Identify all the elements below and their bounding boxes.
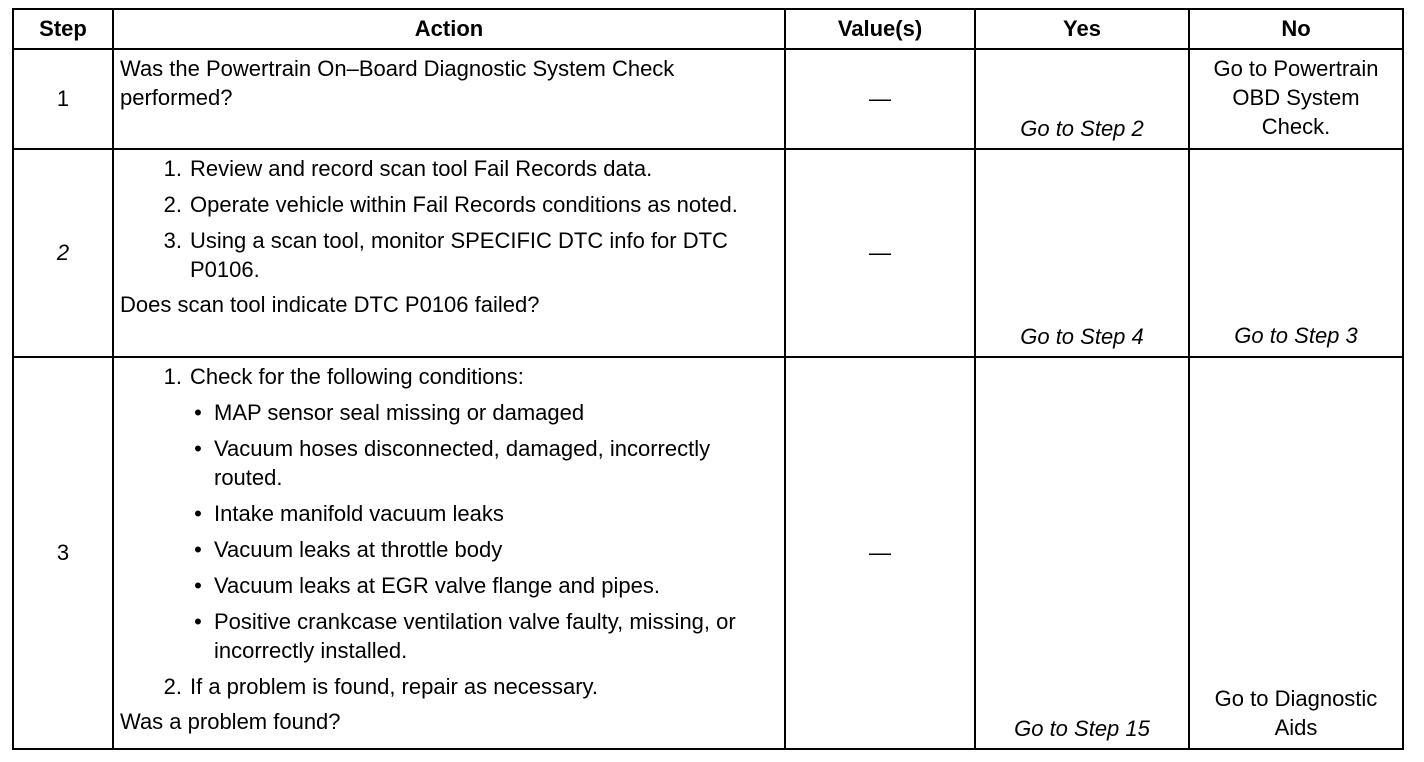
bullet-item: • MAP sensor seal missing or damaged — [194, 400, 585, 425]
no-cell: Go to Diagnostic Aids — [1189, 357, 1403, 749]
no-cell: Go to Step 3 — [1189, 149, 1403, 357]
table-row — [13, 49, 1403, 149]
action-question: Was a problem found? — [120, 709, 341, 734]
list-item: 2. Operate vehicle within Fail Records conditions as noted. — [163, 192, 738, 217]
action-cell — [113, 149, 785, 357]
action-question: Was the Powertrain On–Board Diagnostic System Check performed? — [120, 56, 675, 110]
yes-cell: Go to Step 2 — [975, 49, 1189, 149]
action-cell — [113, 357, 785, 749]
step-number: 3 — [13, 357, 113, 749]
list-item: 1. Review and record scan tool Fail Records data. — [163, 156, 653, 181]
list-item: 2. If a problem is found, repair as necessary. — [163, 674, 599, 699]
value-cell: — — [785, 357, 975, 749]
header-yes: Yes — [975, 9, 1189, 49]
list-item: 3. Using a scan tool, monitor SPECIFIC DTC info for DTC P0106. — [163, 228, 728, 282]
header-row — [13, 9, 1403, 49]
value-cell: — — [785, 49, 975, 149]
yes-cell: Go to Step 15 — [975, 357, 1189, 749]
bullet-item: • Vacuum leaks at EGR valve flange and pipes. — [194, 573, 660, 598]
bullet-item: • Positive crankcase ventilation valve faulty, missing, or incorrectly installed. — [194, 609, 736, 663]
header-values: Value(s) — [785, 9, 975, 49]
list-item: 1. Check for the following conditions: — [163, 364, 524, 389]
header-action: Action — [113, 9, 785, 49]
bullet-item: • Vacuum hoses disconnected, damaged, incorrectly routed. — [194, 436, 711, 490]
action-question: Does scan tool indicate DTC P0106 failed? — [120, 292, 540, 317]
header-no: No — [1189, 9, 1403, 49]
value-cell: — — [785, 149, 975, 357]
bullet-item: • Intake manifold vacuum leaks — [194, 501, 504, 526]
bullet-item: • Vacuum leaks at throttle body — [194, 537, 503, 562]
table-row — [13, 357, 1403, 749]
diagnostic-table — [12, 8, 1404, 750]
table-row — [13, 149, 1403, 357]
action-cell — [113, 49, 785, 149]
step-number: 1 — [13, 49, 113, 149]
yes-cell: Go to Step 4 — [975, 149, 1189, 357]
header-step: Step — [13, 9, 113, 49]
step-number: 2 — [13, 149, 113, 357]
no-cell: Go to Powertrain OBD System Check. — [1189, 49, 1403, 149]
